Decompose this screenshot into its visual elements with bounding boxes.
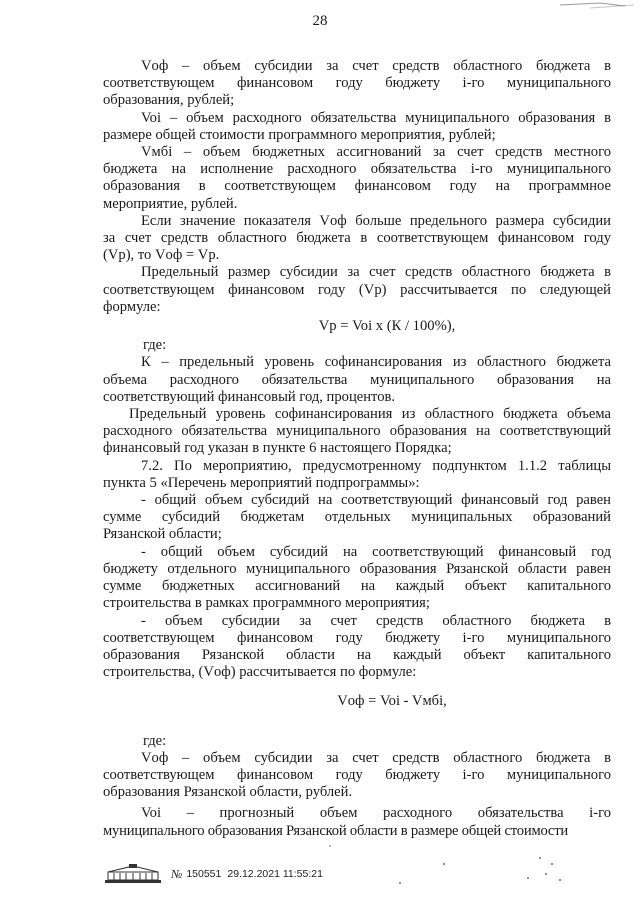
scan-noise-dot (399, 882, 401, 884)
text-line: образования в соответствующем финансовом году на программное (103, 178, 611, 195)
scan-noise-dot (559, 879, 561, 881)
formula-subsidy: Vоф = Voi - Vмбi, (337, 693, 447, 710)
text-line: Vоф – объем субсидии за счет средств областного бюджета в (141, 749, 611, 766)
text-line: Vоф – объем субсидии за счет средств областного бюджета в (141, 58, 611, 74)
text-line: Voi – объем расходного обязательства муниципального образования в (141, 109, 611, 126)
text-line: финансовый год указан в пункте 6 настоящего Порядка; (103, 440, 452, 457)
document-body (103, 58, 611, 840)
text-line: строительства в рамках программного мероприятия; (103, 595, 430, 612)
text-line: мероприятие, рублей. (103, 195, 238, 212)
text-line: - объем субсидии за счет средств областного бюджета в (141, 612, 611, 629)
text-line: где: (143, 337, 167, 354)
text-line: бюджета на исполнение расходного обязательства i-го муниципального (103, 161, 611, 178)
text-line: объема расходного обязательства муниципального образования на (103, 371, 611, 388)
scan-noise-stroke (590, 5, 634, 8)
text-line: сумме бюджетных ассигнований на каждый объект капитального (103, 578, 611, 595)
text-line: образования, рублей; (103, 92, 235, 109)
text-line: размере общей стоимости программного мероприятия, рублей; (103, 126, 496, 143)
text-line: - общий объем субсидий на соответствующий финансовый год (141, 543, 611, 560)
text-line: соответствующем финансовом году бюджету i-го муниципального (103, 629, 611, 646)
text-line: соответствующем финансовом году (Vр) рассчитывается по следующей (103, 281, 611, 298)
text-line: строительства, (Vоф) рассчитывается по формуле: (103, 664, 417, 681)
text-line: Vмбi – объем бюджетных ассигнований за счет средств местного (141, 144, 611, 161)
text-line: образования Рязанской области на каждый объект капитального (103, 646, 611, 663)
text-line: за счет средств областного бюджета в соответствующем финансовом году (103, 230, 611, 247)
text-line: (Vр), то Vоф = Vр. (103, 247, 220, 264)
text-line: К – предельный уровень софинансирования из областного бюджета (141, 354, 611, 371)
text-line: расходного обязательства муниципального образования на соответствующий (103, 423, 611, 440)
text-line: Рязанской области; (103, 526, 222, 543)
parliament-building-icon (103, 863, 163, 885)
scan-noise-dot (443, 863, 445, 865)
doc-number: 150551 (186, 868, 222, 880)
text-line: Voi – прогнозный объем расходного обязательства i-го (141, 805, 611, 822)
text-line: сумме субсидий бюджетам отдельных муниципальных образований (103, 509, 611, 526)
text-line: пункта 5 «Перечень мероприятий подпрограммы»: (103, 474, 420, 491)
scan-noise-dot (539, 857, 541, 859)
text-line: Предельный уровень софинансирования из областного бюджета объема (129, 406, 611, 423)
text-line: Если значение показателя Vоф больше предельного размера субсидии (141, 212, 611, 229)
scan-noise-stroke (560, 3, 625, 6)
text-line: 7.2. По мероприятию, предусмотренному подпунктом 1.1.2 таблицы (141, 457, 611, 474)
text-line: соответствующий финансовый год, процентов. (103, 388, 396, 405)
scan-noise-dot (527, 877, 529, 879)
text-line: муниципального образования Рязанской области в размере общей стоимости (103, 822, 568, 839)
scan-noise-dot (551, 863, 553, 865)
text-line: бюджету отдельного муниципального образования Рязанской области равен (103, 560, 611, 577)
text-line: формуле: (103, 298, 161, 315)
formula-limit: Vр = Voi x (К / 100%), (318, 318, 456, 335)
doc-datetime: 29.12.2021 11:55:21 (227, 868, 323, 880)
scan-noise-dot (329, 845, 331, 847)
document-footer (103, 862, 323, 886)
scan-noise-dot (545, 873, 547, 875)
doc-number-mark: № (171, 866, 183, 881)
text-line: где: (143, 732, 167, 749)
page-number: 28 (312, 13, 328, 29)
text-line: соответствующем финансовом году бюджету i-го муниципального (103, 766, 611, 783)
text-line: образования Рязанской области, рублей. (103, 784, 353, 801)
text-line: соответствующем финансовом году бюджету i-го муниципального (103, 75, 611, 92)
text-line: Предельный размер субсидии за счет средств областного бюджета в (141, 264, 611, 281)
text-line: - общий объем субсидий на соответствующий финансовый год равен (141, 492, 611, 509)
